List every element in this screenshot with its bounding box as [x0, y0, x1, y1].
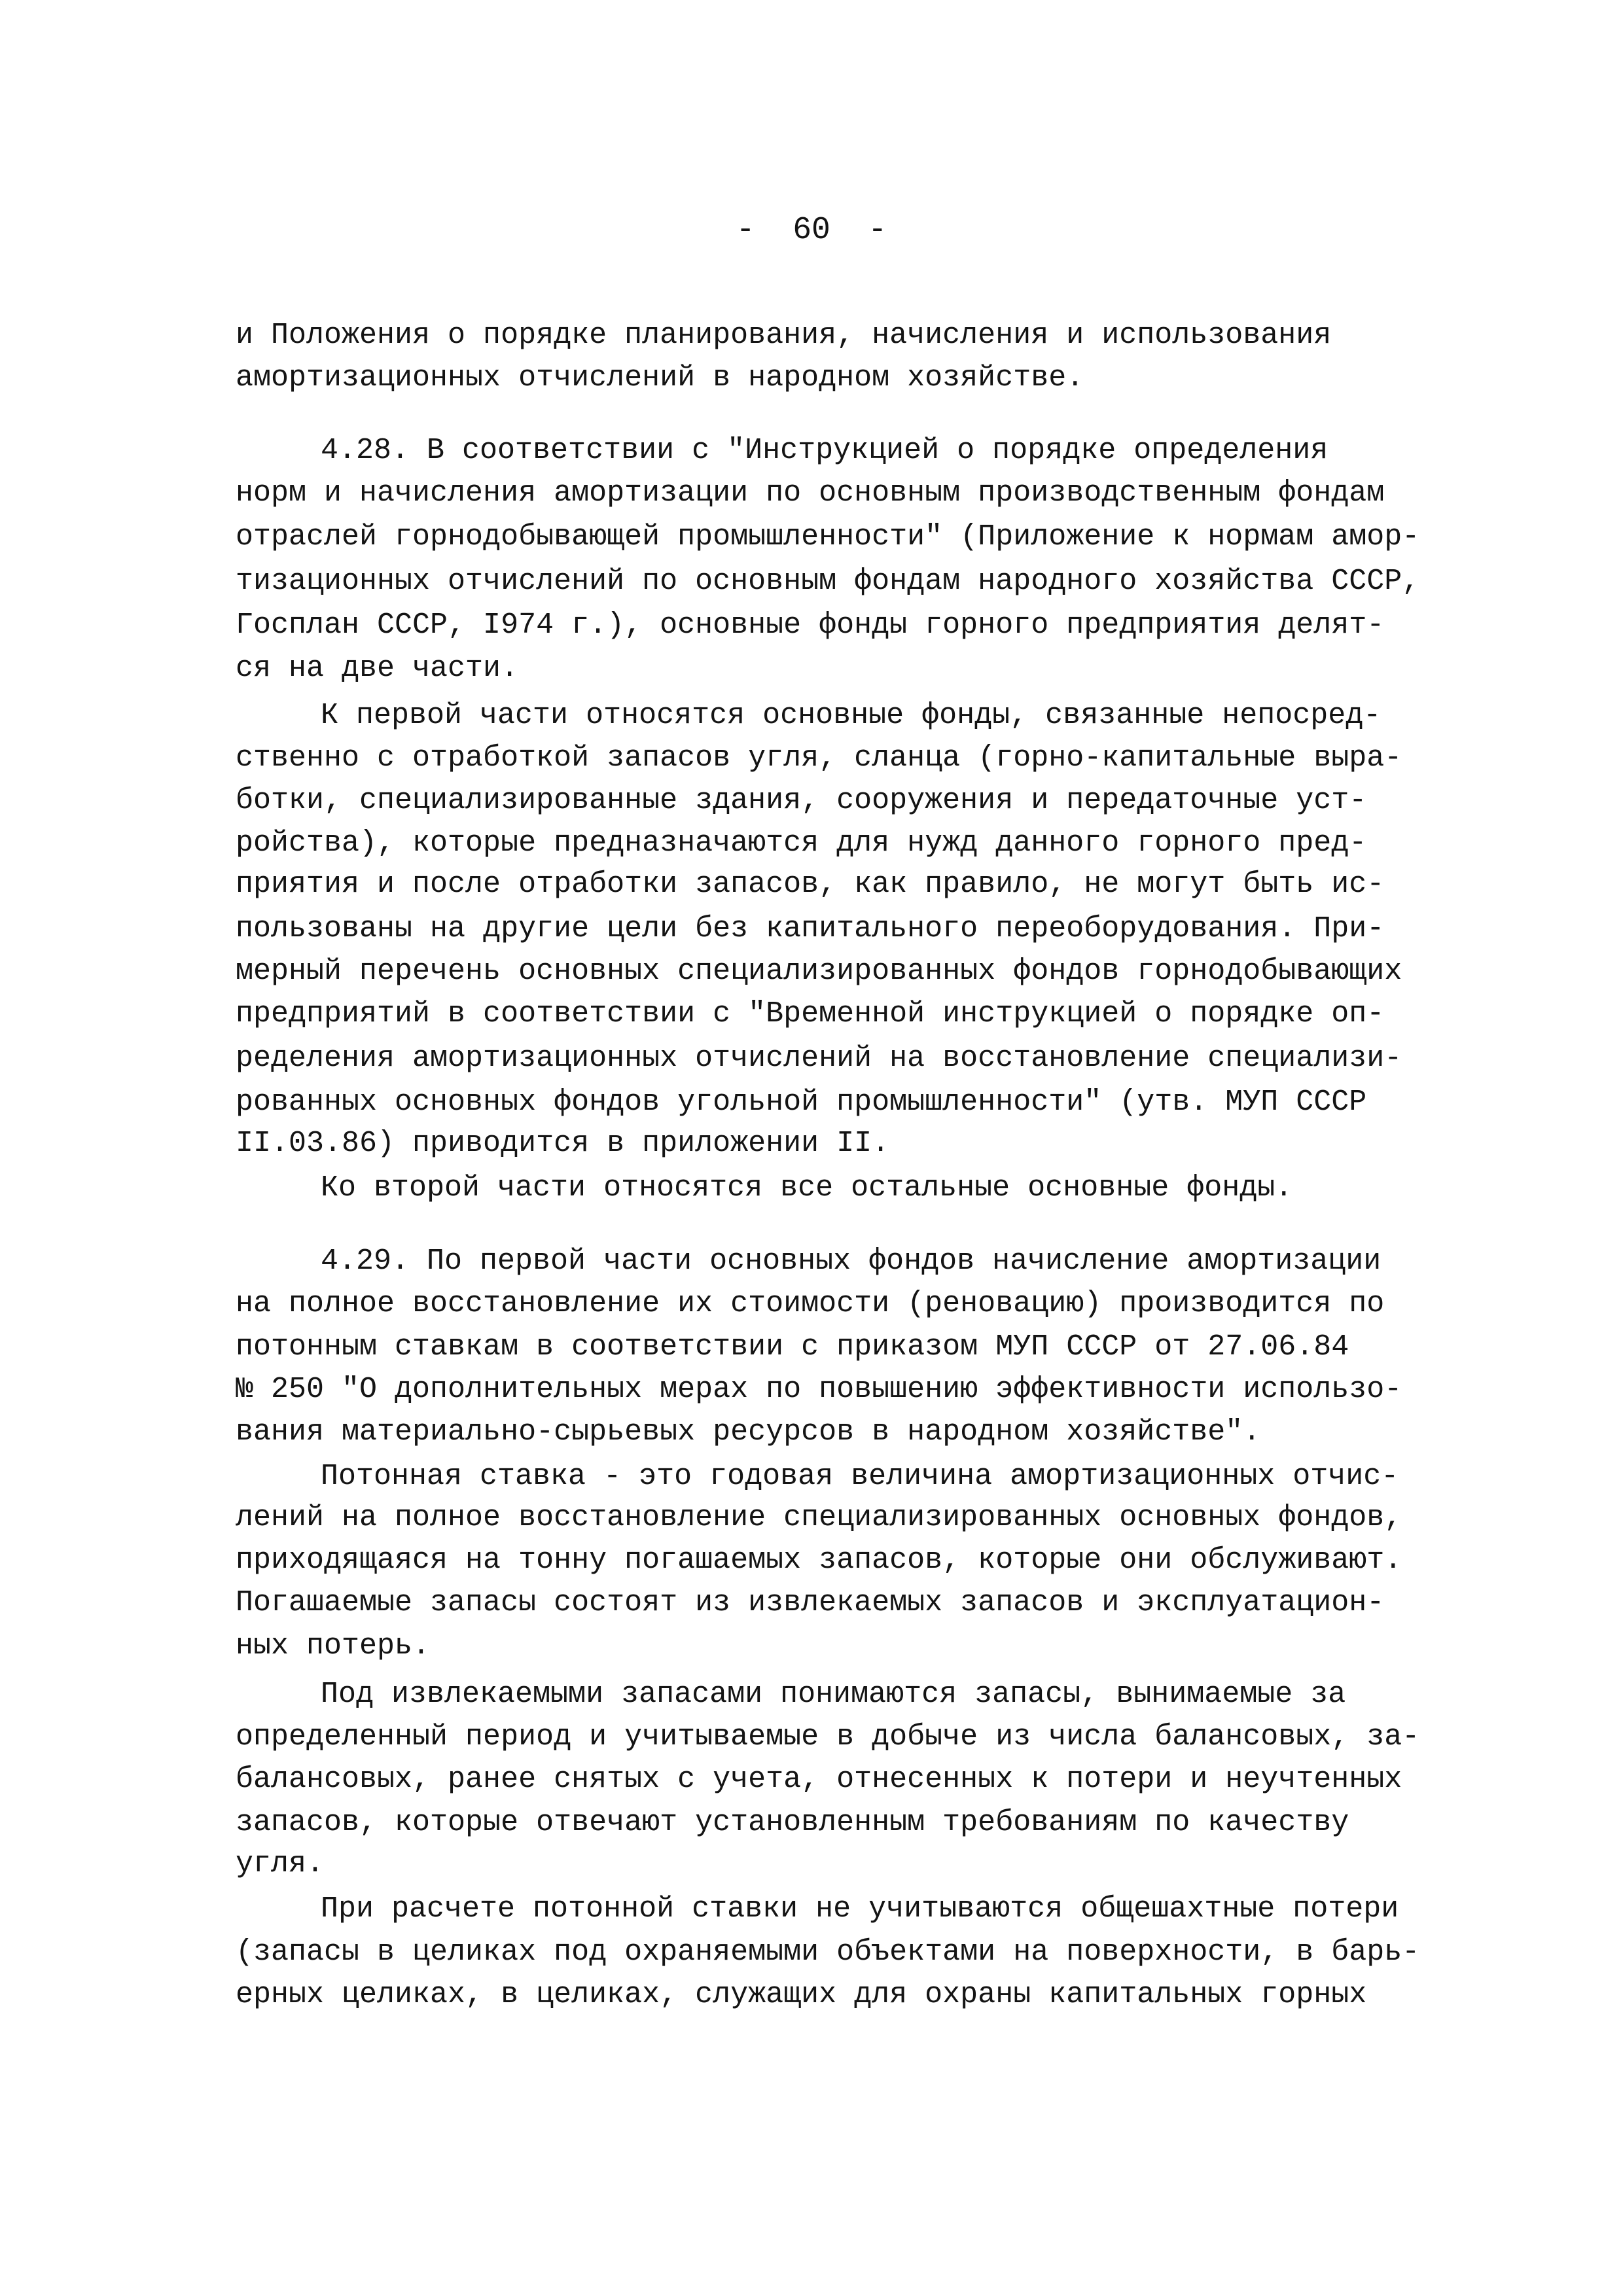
text-line: лений на полное восстановление специализированных основных фондов,: [236, 1501, 1402, 1534]
text-line: При расчете потонной ставки не учитываются общешахтные потери: [321, 1892, 1399, 1926]
text-line: К первой части относятся основные фонды, связанные непосред-: [321, 699, 1382, 732]
text-line: Под извлекаемыми запасами понимаются запасы, вынимаемые за: [321, 1678, 1346, 1711]
text-line: пользованы на другие цели без капитального переоборудования. При-: [236, 912, 1385, 945]
text-line: Госплан СССР, I974 г.), основные фонды горного предприятия делят-: [236, 609, 1385, 642]
text-line: ных потерь.: [236, 1629, 431, 1663]
text-line: балансовых, ранее снятых с учета, отнесенных к потери и неучтенных: [236, 1763, 1402, 1796]
text-line: амортизационных отчислений в народном хозяйстве.: [236, 361, 1084, 395]
text-line: Ко второй части относятся все остальные основные фонды.: [321, 1171, 1293, 1205]
text-line: ройства), которые предназначаются для нужд данного горного пред-: [236, 826, 1367, 860]
text-line: приятия и после отработки запасов, как правило, не могут быть ис-: [236, 868, 1385, 901]
text-line: тизационных отчислений по основным фондам народного хозяйства СССР,: [236, 565, 1420, 598]
text-line: на полное восстановление их стоимости (реновацию) производится по: [236, 1287, 1385, 1320]
text-line: ственно с отработкой запасов угля, сланца (горно-капитальные выра-: [236, 741, 1402, 775]
text-line: (запасы в целиках под охраняемыми объектами на поверхности, в барь-: [236, 1935, 1420, 1969]
text-line: № 250 "О дополнительных мерах по повышению эффективности использо-: [236, 1373, 1402, 1406]
text-line: и Положения о порядке планирования, начисления и использования: [236, 319, 1332, 352]
text-line: ся на две части.: [236, 652, 519, 685]
text-line: ределения амортизационных отчислений на восстановление специализи-: [236, 1042, 1402, 1075]
text-line: ботки, специализированные здания, сооружения и передаточные уст-: [236, 784, 1367, 817]
text-line: норм и начисления амортизации по основным производственным фондам: [236, 476, 1385, 510]
text-line: мерный перечень основных специализированных фондов горнодобывающих: [236, 955, 1402, 988]
text-line: угля.: [236, 1847, 325, 1881]
text-line: 4.28. В соответствии с "Инструкцией о порядке определения: [321, 434, 1329, 467]
text-line: рованных основных фондов угольной промышленности" (утв. МУП СССР: [236, 1086, 1367, 1119]
text-line: Потонная ставка - это годовая величина амортизационных отчис-: [321, 1460, 1399, 1493]
text-line: 4.29. По первой части основных фондов начисление амортизации: [321, 1245, 1382, 1278]
text-line: приходящаяся на тонну погашаемых запасов, которые они обслуживают.: [236, 1544, 1402, 1577]
text-line: определенный период и учитываемые в добыче из числа балансовых, за-: [236, 1720, 1420, 1754]
text-line: Погашаемые запасы состоят из извлекаемых запасов и эксплуатацион-: [236, 1586, 1385, 1619]
text-line: II.03.86) приводится в приложении II.: [236, 1127, 890, 1160]
text-line: вания материально-сырьевых ресурсов в народном хозяйстве".: [236, 1415, 1261, 1449]
text-line: отраслей горнодобывающей промышленности" (Приложение к нормам амор-: [236, 520, 1420, 554]
page-number: - 60 -: [736, 213, 887, 248]
text-line: предприятий в соответствии с "Временной инструкцией о порядке оп-: [236, 997, 1385, 1031]
text-line: запасов, которые отвечают установленным требованиям по качеству: [236, 1806, 1349, 1839]
text-line: потонным ставкам в соответствии с приказом МУП СССР от 27.06.84: [236, 1330, 1349, 1364]
text-line: ерных целиках, в целиках, служащих для охраны капитальных горных: [236, 1978, 1367, 2011]
